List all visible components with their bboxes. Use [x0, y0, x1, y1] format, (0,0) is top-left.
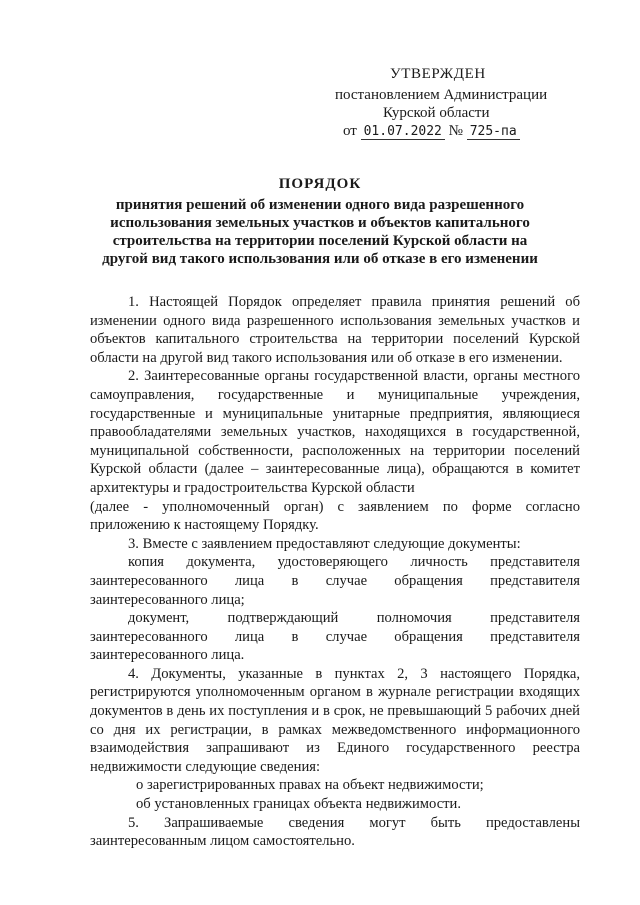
- paragraph-3: 3. Вместе с заявлением предоставляют следующие документы:: [128, 535, 521, 552]
- list-item-authority-document: документ, подтверждающий полномочия представителя заинтересованного лица в случае обращения представителя заинтересованного лица.: [90, 610, 580, 664]
- approval-region-line: Курской области: [383, 105, 490, 121]
- document-subtitle: принятия решений об изменении одного вида разрешенного использования земельных участков и объектов капитального строительства на территории поселений Курской области на другой вид такого использования или об отказе в его изменении: [102, 197, 538, 267]
- paragraph-4: 4. Документы, указанные в пунктах 2, 3 настоящего Порядка, регистрируются уполномоченным органом в журнале регистрации входящих документов в день их поступления и в срок, не превышающий 5 рабочих дней со дня их регистрации, в рамках межведомственного информационного взаимодействия запрашивают из Единого государственного реестра недвижимости следующие сведения:: [90, 665, 580, 775]
- approval-date: 01.07.2022: [361, 124, 445, 140]
- paragraph-1: 1. Настоящей Порядок определяет правила принятия решений об изменении одного вида разрешенного использования земельных участков и объектов капитального строительства на территории поселений Курской области на другой вид такого использования или об отказе в его изменении.: [90, 294, 580, 366]
- document-title: ПОРЯДОК: [278, 176, 362, 192]
- list-item-registered-rights: о зарегистрированных правах на объект недвижимости;: [136, 777, 484, 794]
- approval-date-prefix: от: [343, 123, 357, 139]
- approval-date-number-line: [343, 123, 520, 140]
- approval-number-prefix: №: [448, 123, 463, 139]
- approval-issuer-line: постановлением Администрации: [335, 87, 548, 103]
- paragraph-2: 2. Заинтересованные органы государственной власти, органы местного самоуправления, государственные и муниципальные учреждения, государственные и муниципальные унитарные предприятия, являющиеся правообладателями земельных участков, находящихся в государственной, муниципальной собственности, расположенных на территории поселений Курской области (далее – заинтересованные лица), обращаются в комитет архитектуры и градостроительства Курской области: [90, 368, 580, 496]
- list-item-identity-document: копия документа, удостоверяющего личность представителя заинтересованного лица в случае обращения представителя заинтересованного лица;: [90, 554, 580, 608]
- approval-number: 725-па: [467, 124, 520, 140]
- paragraph-2-continued: (далее - уполномоченный орган) с заявлением по форме согласно приложению к настоящему Порядку.: [90, 498, 580, 534]
- document-body: [90, 293, 580, 851]
- approval-title: УТВЕРЖДЕН: [390, 66, 486, 82]
- paragraph-5: 5. Запрашиваемые сведения могут быть предоставлены заинтересованным лицом самостоятельно.: [90, 814, 580, 850]
- list-item-boundaries: об установленных границах объекта недвижимости.: [136, 796, 462, 813]
